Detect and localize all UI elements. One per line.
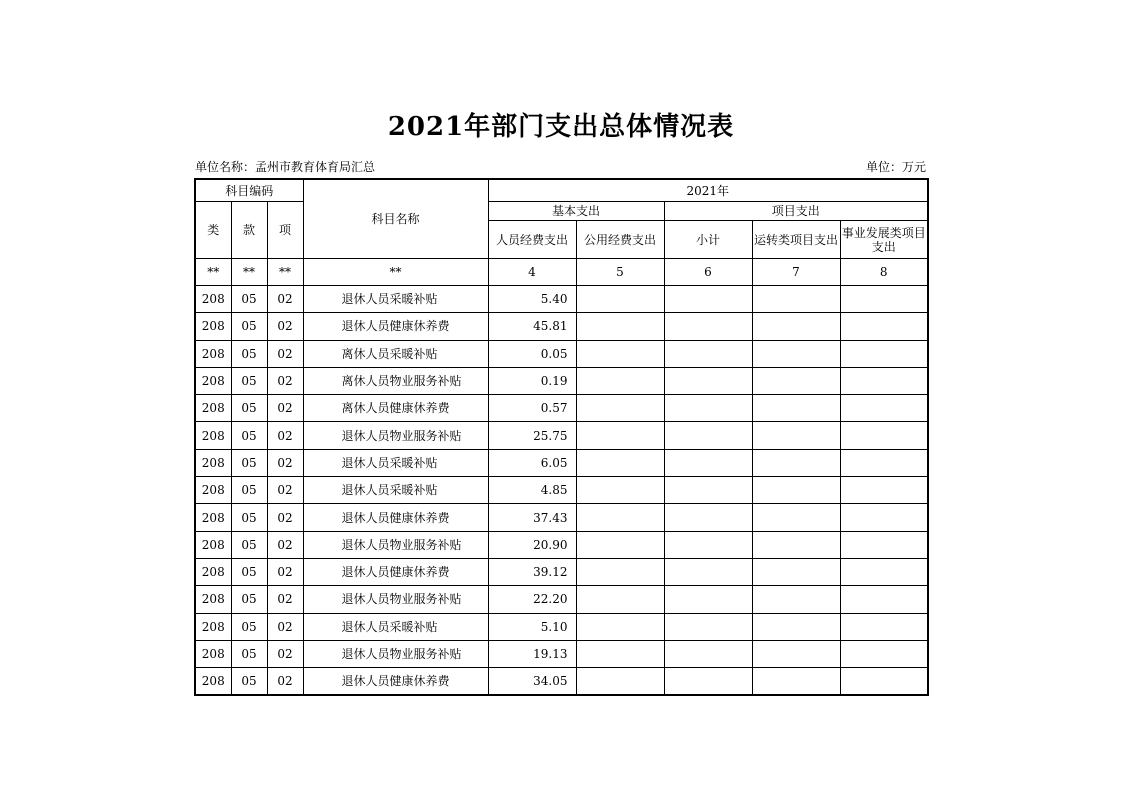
transfer-project-cell: [752, 668, 840, 696]
lei-header: 类: [195, 202, 231, 259]
lei-cell: 208: [195, 422, 231, 449]
lei-cell: 208: [195, 640, 231, 667]
public-expense-cell: [576, 668, 664, 696]
public-expense-header: 公用经费支出: [576, 221, 664, 259]
kuan-cell: 05: [231, 668, 267, 696]
lei-cell: 208: [195, 286, 231, 313]
index-cell: **: [303, 259, 488, 286]
transfer-project-cell: [752, 613, 840, 640]
lei-cell: 208: [195, 531, 231, 558]
subtotal-cell: [664, 531, 752, 558]
subtotal-cell: [664, 422, 752, 449]
kuan-cell: 05: [231, 504, 267, 531]
subtotal-cell: [664, 668, 752, 696]
index-cell: **: [195, 259, 231, 286]
public-expense-cell: [576, 340, 664, 367]
lei-cell: 208: [195, 367, 231, 394]
lei-cell: 208: [195, 668, 231, 696]
table-row: [195, 340, 928, 367]
kuan-cell: 05: [231, 313, 267, 340]
index-cell: 7: [752, 259, 840, 286]
lei-cell: 208: [195, 477, 231, 504]
personnel-expense-cell: 34.05: [488, 668, 576, 696]
table-row: [195, 313, 928, 340]
xiang-cell: 02: [267, 640, 303, 667]
subtotal-cell: [664, 613, 752, 640]
lei-cell: 208: [195, 340, 231, 367]
personnel-expense-cell: 39.12: [488, 558, 576, 585]
kuan-cell: 05: [231, 531, 267, 558]
page-title: 2021年部门支出总体情况表: [387, 112, 735, 142]
lei-cell: 208: [195, 504, 231, 531]
subject-name-cell: 离休人员采暖补贴: [303, 340, 488, 367]
transfer-project-cell: [752, 504, 840, 531]
transfer-project-cell: [752, 477, 840, 504]
transfer-project-cell: [752, 395, 840, 422]
header-row-1: [195, 179, 928, 202]
transfer-project-cell: [752, 422, 840, 449]
development-project-cell: [840, 367, 928, 394]
xiang-cell: 02: [267, 504, 303, 531]
xiang-cell: 02: [267, 531, 303, 558]
personnel-expense-cell: 37.43: [488, 504, 576, 531]
personnel-expense-cell: 20.90: [488, 531, 576, 558]
transfer-project-cell: [752, 313, 840, 340]
table-row: [195, 286, 928, 313]
public-expense-cell: [576, 422, 664, 449]
subtotal-cell: [664, 340, 752, 367]
index-cell: **: [267, 259, 303, 286]
index-cell: **: [231, 259, 267, 286]
index-cell: 8: [840, 259, 928, 286]
public-expense-cell: [576, 531, 664, 558]
xiang-cell: 02: [267, 395, 303, 422]
development-project-cell: [840, 504, 928, 531]
personnel-expense-header: 人员经费支出: [488, 221, 576, 259]
personnel-expense-cell: 25.75: [488, 422, 576, 449]
xiang-cell: 02: [267, 586, 303, 613]
subtotal-header: 小计: [664, 221, 752, 259]
subtotal-cell: [664, 449, 752, 476]
public-expense-cell: [576, 367, 664, 394]
subject-name-cell: 退休人员健康休养费: [303, 668, 488, 696]
xiang-cell: 02: [267, 477, 303, 504]
development-project-cell: [840, 449, 928, 476]
basic-expenditure-header: 基本支出: [488, 202, 664, 221]
personnel-expense-cell: 45.81: [488, 313, 576, 340]
subject-name-header: 科目名称: [303, 179, 488, 259]
transfer-project-cell: [752, 367, 840, 394]
public-expense-cell: [576, 313, 664, 340]
development-project-cell: [840, 286, 928, 313]
table-row: [195, 422, 928, 449]
table-row: [195, 367, 928, 394]
personnel-expense-cell: 0.05: [488, 340, 576, 367]
development-project-cell: [840, 313, 928, 340]
subject-name-cell: 退休人员采暖补贴: [303, 477, 488, 504]
xiang-cell: 02: [267, 449, 303, 476]
transfer-project-cell: [752, 531, 840, 558]
subtotal-cell: [664, 367, 752, 394]
subject-name-cell: 退休人员健康休养费: [303, 558, 488, 585]
subtotal-cell: [664, 395, 752, 422]
development-project-cell: [840, 640, 928, 667]
index-cell: 4: [488, 259, 576, 286]
year-header: 2021年: [488, 179, 928, 202]
table-row: [195, 504, 928, 531]
public-expense-cell: [576, 586, 664, 613]
kuan-cell: 05: [231, 613, 267, 640]
subject-name-cell: 退休人员采暖补贴: [303, 286, 488, 313]
development-project-cell: [840, 340, 928, 367]
table-row: [195, 477, 928, 504]
public-expense-cell: [576, 640, 664, 667]
transfer-project-cell: [752, 286, 840, 313]
table-row: [195, 395, 928, 422]
transfer-project-cell: [752, 340, 840, 367]
development-project-cell: [840, 586, 928, 613]
xiang-cell: 02: [267, 313, 303, 340]
subject-name-cell: 退休人员物业服务补贴: [303, 422, 488, 449]
kuan-cell: 05: [231, 395, 267, 422]
kuan-cell: 05: [231, 367, 267, 394]
lei-cell: 208: [195, 558, 231, 585]
subtotal-cell: [664, 504, 752, 531]
xiang-cell: 02: [267, 558, 303, 585]
lei-cell: 208: [195, 449, 231, 476]
subject-name-cell: 退休人员物业服务补贴: [303, 640, 488, 667]
personnel-expense-cell: 6.05: [488, 449, 576, 476]
public-expense-cell: [576, 477, 664, 504]
subtotal-cell: [664, 313, 752, 340]
kuan-cell: 05: [231, 477, 267, 504]
xiang-cell: 02: [267, 668, 303, 696]
lei-cell: 208: [195, 586, 231, 613]
development-project-cell: [840, 395, 928, 422]
subject-name-cell: 退休人员健康休养费: [303, 313, 488, 340]
index-cell: 5: [576, 259, 664, 286]
public-expense-cell: [576, 449, 664, 476]
table-row: [195, 668, 928, 696]
xiang-header: 项: [267, 202, 303, 259]
personnel-expense-cell: 5.10: [488, 613, 576, 640]
subject-name-cell: 退休人员采暖补贴: [303, 449, 488, 476]
subject-name-cell: 退休人员物业服务补贴: [303, 586, 488, 613]
development-project-cell: [840, 668, 928, 696]
subject-name-cell: 离休人员健康休养费: [303, 395, 488, 422]
development-project-cell: [840, 558, 928, 585]
lei-cell: 208: [195, 613, 231, 640]
kuan-cell: 05: [231, 340, 267, 367]
transfer-project-cell: [752, 558, 840, 585]
subtotal-cell: [664, 640, 752, 667]
public-expense-cell: [576, 613, 664, 640]
development-project-header: 事业发展类项目支出: [840, 221, 928, 259]
lei-cell: 208: [195, 313, 231, 340]
subtotal-cell: [664, 286, 752, 313]
transfer-project-cell: [752, 640, 840, 667]
personnel-expense-cell: 0.57: [488, 395, 576, 422]
personnel-expense-cell: 19.13: [488, 640, 576, 667]
table-row: [195, 640, 928, 667]
table-row: [195, 613, 928, 640]
development-project-cell: [840, 422, 928, 449]
development-project-cell: [840, 531, 928, 558]
expenditure-table: [194, 178, 929, 696]
subtotal-cell: [664, 477, 752, 504]
index-cell: 6: [664, 259, 752, 286]
kuan-cell: 05: [231, 422, 267, 449]
kuan-cell: 05: [231, 558, 267, 585]
table-row: [195, 531, 928, 558]
kuan-header: 款: [231, 202, 267, 259]
subject-code-header: 科目编码: [195, 179, 303, 202]
transfer-project-header: 运转类项目支出: [752, 221, 840, 259]
table-row: [195, 449, 928, 476]
subject-name-cell: 离休人员物业服务补贴: [303, 367, 488, 394]
xiang-cell: 02: [267, 422, 303, 449]
personnel-expense-cell: 5.40: [488, 286, 576, 313]
xiang-cell: 02: [267, 286, 303, 313]
subtotal-cell: [664, 586, 752, 613]
public-expense-cell: [576, 504, 664, 531]
personnel-expense-cell: 22.20: [488, 586, 576, 613]
table-row: [195, 558, 928, 585]
subtotal-cell: [664, 558, 752, 585]
unit-name-label: 单位名称：孟州市教育体育局汇总: [195, 160, 376, 174]
subject-name-cell: 退休人员采暖补贴: [303, 613, 488, 640]
public-expense-cell: [576, 286, 664, 313]
kuan-cell: 05: [231, 586, 267, 613]
table-row: [195, 586, 928, 613]
project-expenditure-header: 项目支出: [664, 202, 928, 221]
public-expense-cell: [576, 395, 664, 422]
personnel-expense-cell: 4.85: [488, 477, 576, 504]
transfer-project-cell: [752, 449, 840, 476]
personnel-expense-cell: 0.19: [488, 367, 576, 394]
xiang-cell: 02: [267, 367, 303, 394]
public-expense-cell: [576, 558, 664, 585]
xiang-cell: 02: [267, 613, 303, 640]
development-project-cell: [840, 477, 928, 504]
subject-name-cell: 退休人员健康休养费: [303, 504, 488, 531]
transfer-project-cell: [752, 586, 840, 613]
index-row: [195, 259, 928, 286]
kuan-cell: 05: [231, 640, 267, 667]
subject-name-cell: 退休人员物业服务补贴: [303, 531, 488, 558]
lei-cell: 208: [195, 395, 231, 422]
kuan-cell: 05: [231, 449, 267, 476]
kuan-cell: 05: [231, 286, 267, 313]
currency-unit-label: 单位：万元: [865, 160, 926, 174]
development-project-cell: [840, 613, 928, 640]
xiang-cell: 02: [267, 340, 303, 367]
